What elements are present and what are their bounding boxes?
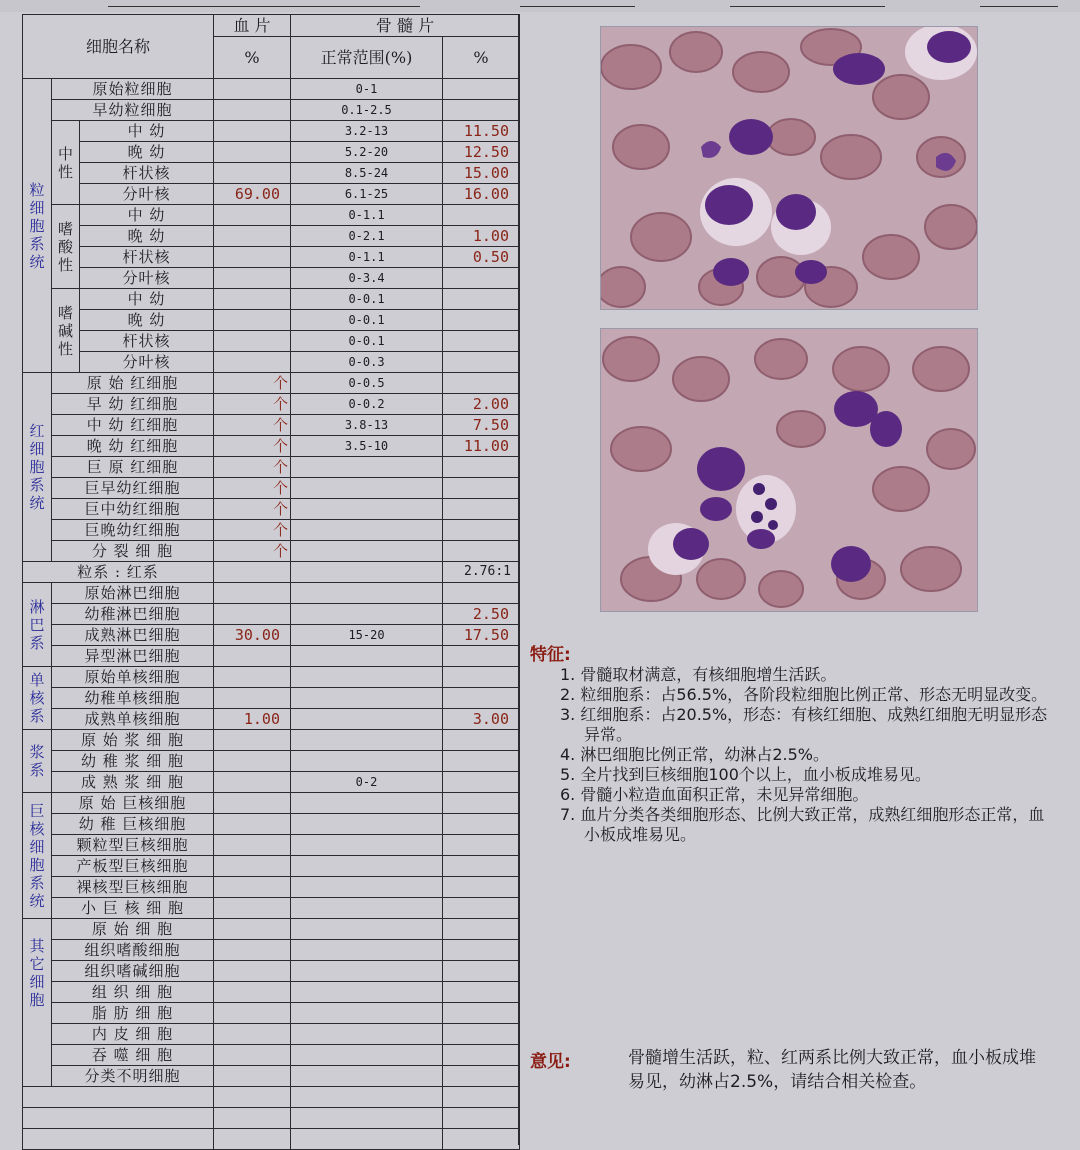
marrow-smear-image-1 [600,26,978,310]
ratio-value: 2.76:1 [443,562,520,583]
cell-name: 原始粒细胞 [52,79,214,100]
cell-name: 幼 稚 浆 细 胞 [52,751,214,772]
blood-value: 个 [214,499,291,520]
normal-range: 0-2 [291,772,443,793]
granulocyte-group-label: 粒细胞系统 [23,79,52,373]
normal-range [291,982,443,1003]
blood-value: 69.00 [214,184,291,205]
marrow-value [443,877,520,898]
normal-range [291,1003,443,1024]
normal-range [291,541,443,562]
normal-range [291,919,443,940]
blood-value [214,604,291,625]
marrow-value [443,520,520,541]
marrow-value [443,940,520,961]
table-row [23,121,520,142]
normal-range: 0.1-2.5 [291,100,443,121]
normal-range: 0-0.3 [291,352,443,373]
blood-value: 个 [214,394,291,415]
marrow-value [443,205,520,226]
cell-name: 吞 噬 细 胞 [52,1045,214,1066]
table-row [23,940,520,961]
blood-value [214,961,291,982]
feature-item: 7. 血片分类各类细胞形态、比例大致正常，成熟红细胞形态正常，血小板成堆易见。 [560,805,1045,844]
marrow-smear-image-2 [600,328,978,612]
marrow-value [443,646,520,667]
blood-value: 个 [214,520,291,541]
table-row [23,79,520,100]
normal-range [291,646,443,667]
normal-range: 5.2-20 [291,142,443,163]
ratio-label: 粒系 : 红系 [23,562,214,583]
normal-range [291,667,443,688]
gran-ery-ratio-row [23,562,520,583]
table-row [23,877,520,898]
cell-name: 巨早幼红细胞 [52,478,214,499]
marrow-value: 11.50 [443,121,520,142]
table-row [23,226,520,247]
marrow-value [443,79,520,100]
normal-range [291,814,443,835]
marrow-value [443,1045,520,1066]
marrow-value [443,835,520,856]
table-row [23,247,520,268]
table-row [23,100,520,121]
neutrophil-subgroup-label: 中性 [52,121,80,205]
table-row [23,520,520,541]
marrow-value: 15.00 [443,163,520,184]
cell-name: 分叶核 [80,184,214,205]
cell-name: 内 皮 细 胞 [52,1024,214,1045]
cell-name: 分 裂 细 胞 [52,541,214,562]
opinion-heading: 意见: [530,1052,571,1072]
marrow-value: 2.00 [443,394,520,415]
blood-value [214,751,291,772]
feature-item: 2. 粒细胞系：占56.5%，各阶段粒细胞比例正常、形态无明显改变。 [560,685,1048,704]
marrow-value [443,688,520,709]
cell-name: 杆状核 [80,163,214,184]
empty-row [23,1129,520,1150]
table-row [23,961,520,982]
marrow-value [443,898,520,919]
blood-value: 个 [214,541,291,562]
cell-name: 成熟淋巴细胞 [52,625,214,646]
cell-name: 晚 幼 [80,226,214,247]
table-row [23,142,520,163]
blood-value: 30.00 [214,625,291,646]
empty-row [23,1087,520,1108]
blood-value: 个 [214,373,291,394]
megakaryocyte-group-label: 巨核细胞系统 [23,793,52,919]
cell-name: 分叶核 [80,352,214,373]
marrow-value [443,457,520,478]
table-row [23,499,520,520]
feature-item: 6. 骨髓小粒造血面积正常，未见异常细胞。 [560,785,869,804]
table-row [23,394,520,415]
table-row [23,751,520,772]
marrow-value [443,751,520,772]
normal-range [291,709,443,730]
normal-range: 0-0.2 [291,394,443,415]
normal-range [291,751,443,772]
table-row [23,1066,520,1087]
blood-value [214,1024,291,1045]
table-row [23,184,520,205]
normal-range: 0-3.4 [291,268,443,289]
features-heading: 特征: [530,645,571,665]
normal-range [291,877,443,898]
blood-value [214,1003,291,1024]
blood-smear-header: 血 片 [214,15,291,37]
marrow-value: 11.00 [443,436,520,457]
cell-name: 脂 肪 细 胞 [52,1003,214,1024]
normal-range [291,604,443,625]
blood-value [214,898,291,919]
table-row [23,667,520,688]
eosinophil-subgroup-label: 嗜酸性 [52,205,80,289]
cell-name: 组织嗜酸细胞 [52,940,214,961]
marrow-value [443,1066,520,1087]
table-row [23,583,520,604]
normal-range: 0-1 [291,79,443,100]
marrow-value [443,499,520,520]
blood-value [214,100,291,121]
blood-pct-header: % [214,37,291,79]
cell-name: 成熟单核细胞 [52,709,214,730]
cell-name: 中 幼 [80,205,214,226]
normal-range: 15-20 [291,625,443,646]
cell-name: 原 始 细 胞 [52,919,214,940]
feature-item: 3. 红细胞系：占20.5%，形态：有核红细胞、成熟红细胞无明显形态异常。 [560,705,1048,744]
table-row [23,436,520,457]
marrow-value [443,310,520,331]
marrow-value [443,856,520,877]
table-row [23,856,520,877]
cell-name: 原 始 红细胞 [52,373,214,394]
cell-name: 晚 幼 红细胞 [52,436,214,457]
basophil-subgroup-label: 嗜碱性 [52,289,80,373]
blood-value [214,310,291,331]
bone-marrow-header: 骨 髓 片 [291,15,520,37]
cell-name: 组织嗜碱细胞 [52,961,214,982]
normal-range [291,793,443,814]
table-row [23,646,520,667]
blood-value [214,163,291,184]
cell-name: 早 幼 红细胞 [52,394,214,415]
blood-value [214,352,291,373]
normal-range [291,1024,443,1045]
feature-item: 4. 淋巴细胞比例正常，幼淋占2.5%。 [560,745,830,764]
blood-value [214,688,291,709]
normal-range [291,1045,443,1066]
monocyte-group-label: 单核系 [23,667,52,730]
marrow-value [443,1003,520,1024]
features-list [560,665,1050,845]
cell-name: 分类不明细胞 [52,1066,214,1087]
blood-value [214,226,291,247]
marrow-value [443,982,520,1003]
cell-name: 晚 幼 [80,310,214,331]
normal-range [291,583,443,604]
marrow-value [443,772,520,793]
cell-name: 杆状核 [80,331,214,352]
blood-value [214,919,291,940]
table-row [23,457,520,478]
blood-value [214,730,291,751]
normal-range: 6.1-25 [291,184,443,205]
erythroid-group-label: 红细胞系统 [23,373,52,562]
blood-value [214,331,291,352]
table-row [23,1003,520,1024]
normal-range: 0-1.1 [291,247,443,268]
blood-value [214,814,291,835]
blood-value [214,667,291,688]
marrow-value [443,541,520,562]
feature-item: 5. 全片找到巨核细胞100个以上，血小板成堆易见。 [560,765,931,784]
table-row [23,919,520,940]
cell-name: 巨晚幼红细胞 [52,520,214,541]
marrow-value [443,352,520,373]
marrow-value: 7.50 [443,415,520,436]
marrow-value [443,961,520,982]
opinion-text: 骨髓增生活跃，粒、红两系比例大致正常，血小板成堆易见，幼淋占2.5%，请结合相关检查。 [628,1048,1036,1092]
normal-range [291,478,443,499]
blood-value [214,79,291,100]
blood-value [214,982,291,1003]
cell-name: 原始单核细胞 [52,667,214,688]
table-row [23,982,520,1003]
table-row [23,835,520,856]
normal-range: 0-2.1 [291,226,443,247]
cell-name: 产板型巨核细胞 [52,856,214,877]
table-row [23,814,520,835]
cell-name: 小 巨 核 细 胞 [52,898,214,919]
table-row [23,1045,520,1066]
cell-name: 中 幼 [80,289,214,310]
normal-range: 3.5-10 [291,436,443,457]
cell-name: 裸核型巨核细胞 [52,877,214,898]
blood-value [214,289,291,310]
marrow-pct-header: % [443,37,520,79]
normal-range [291,499,443,520]
table-row [23,415,520,436]
table-right-border [518,14,519,1145]
blood-value [214,1045,291,1066]
blood-value [214,583,291,604]
table-row [23,373,520,394]
marrow-value: 1.00 [443,226,520,247]
cell-name: 颗粒型巨核细胞 [52,835,214,856]
table-row [23,709,520,730]
normal-range: 8.5-24 [291,163,443,184]
normal-range [291,940,443,961]
marrow-value [443,667,520,688]
blood-value [214,772,291,793]
cell-name: 异型淋巴细胞 [52,646,214,667]
cell-name: 晚 幼 [80,142,214,163]
blood-value [214,877,291,898]
table-row [23,268,520,289]
normal-range: 0-0.1 [291,289,443,310]
cell-name: 原 始 浆 细 胞 [52,730,214,751]
cell-name: 中 幼 [80,121,214,142]
cell-name: 早幼粒细胞 [52,100,214,121]
cell-name: 杆状核 [80,247,214,268]
marrow-value: 3.00 [443,709,520,730]
cell-name: 原始淋巴细胞 [52,583,214,604]
table-row [23,352,520,373]
blood-value: 1.00 [214,709,291,730]
blood-value [214,856,291,877]
marrow-value [443,730,520,751]
normal-range [291,520,443,541]
cell-name: 巨 原 红细胞 [52,457,214,478]
normal-range-header: 正常范围(%) [291,37,443,79]
cell-name: 幼稚淋巴细胞 [52,604,214,625]
marrow-value [443,268,520,289]
marrow-value: 0.50 [443,247,520,268]
table-row [23,1024,520,1045]
normal-range: 3.8-13 [291,415,443,436]
marrow-value: 12.50 [443,142,520,163]
blood-value [214,793,291,814]
top-header-strip [0,0,1080,12]
cell-name: 幼 稚 巨核细胞 [52,814,214,835]
marrow-value [443,289,520,310]
marrow-value [443,1024,520,1045]
blood-value [214,1066,291,1087]
marrow-value [443,583,520,604]
table-row [23,793,520,814]
blood-value [214,646,291,667]
cell-name-header: 细胞名称 [23,15,214,79]
table-row [23,772,520,793]
lymphocyte-group-label: 淋巴系 [23,583,52,667]
marrow-value [443,793,520,814]
normal-range [291,835,443,856]
marrow-value [443,814,520,835]
normal-range [291,688,443,709]
marrow-value [443,919,520,940]
blood-value [214,268,291,289]
marrow-value [443,331,520,352]
normal-range [291,457,443,478]
table-row [23,205,520,226]
cell-name: 中 幼 红细胞 [52,415,214,436]
marrow-value [443,373,520,394]
marrow-value [443,100,520,121]
cell-name: 分叶核 [80,268,214,289]
blood-value [214,247,291,268]
table-row [23,730,520,751]
table-row [23,688,520,709]
table-row [23,625,520,646]
marrow-value: 2.50 [443,604,520,625]
table-row [23,604,520,625]
other-cells-group-label: 其它细胞 [23,919,52,1087]
normal-range: 0-0.1 [291,331,443,352]
normal-range [291,856,443,877]
normal-range [291,1066,443,1087]
cell-name: 幼稚单核细胞 [52,688,214,709]
blood-value [214,940,291,961]
normal-range: 3.2-13 [291,121,443,142]
cell-name: 巨中幼红细胞 [52,499,214,520]
marrow-value: 16.00 [443,184,520,205]
feature-item: 1. 骨髓取材满意，有核细胞增生活跃。 [560,665,837,684]
marrow-value [443,478,520,499]
cell-name: 原 始 巨核细胞 [52,793,214,814]
blood-value: 个 [214,457,291,478]
table-row [23,163,520,184]
table-row [23,289,520,310]
table-row [23,898,520,919]
blood-value [214,121,291,142]
table-row [23,310,520,331]
blood-value: 个 [214,478,291,499]
blood-value [214,835,291,856]
marrow-value: 17.50 [443,625,520,646]
blood-value: 个 [214,436,291,457]
normal-range: 0-0.1 [291,310,443,331]
normal-range: 0-0.5 [291,373,443,394]
normal-range [291,961,443,982]
table-row [23,541,520,562]
plasma-group-label: 浆系 [23,730,52,793]
blood-value [214,205,291,226]
blood-value: 个 [214,415,291,436]
normal-range: 0-1.1 [291,205,443,226]
blood-value [214,142,291,163]
cell-name: 组 织 细 胞 [52,982,214,1003]
table-row [23,331,520,352]
table-row [23,478,520,499]
empty-row [23,1108,520,1129]
normal-range [291,730,443,751]
cell-count-table [22,14,520,1150]
cell-name: 成 熟 浆 细 胞 [52,772,214,793]
normal-range [291,898,443,919]
